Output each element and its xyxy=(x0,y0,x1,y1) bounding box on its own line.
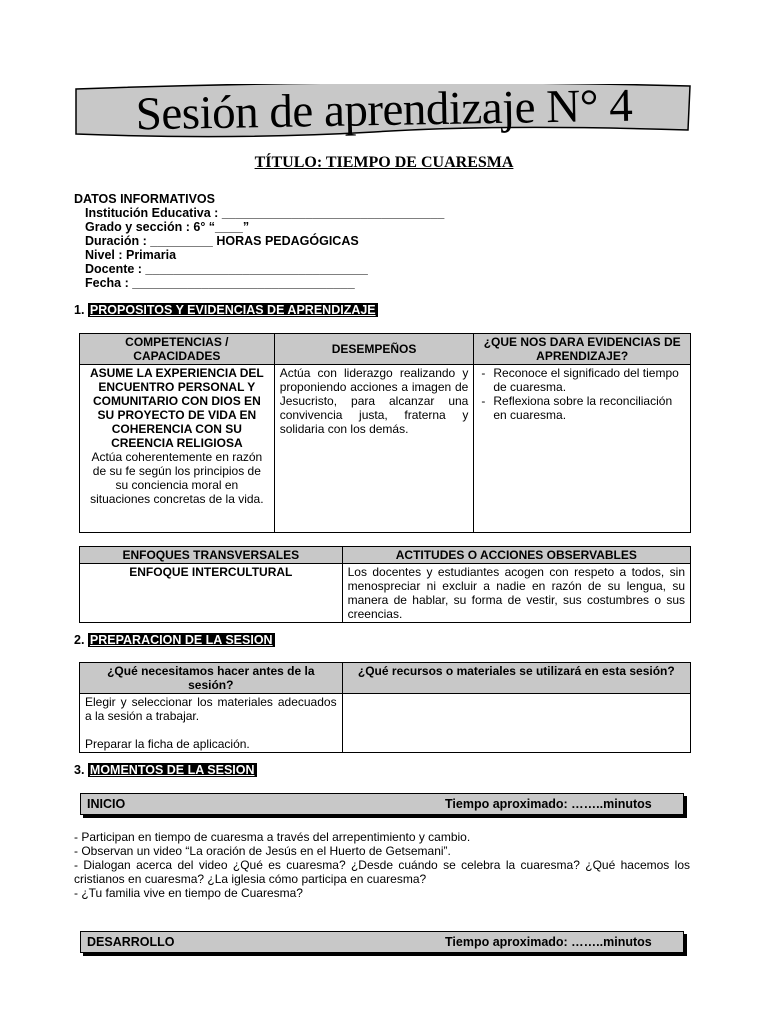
datos-duracion: Duración : _________ HORAS PEDAGÓGICAS xyxy=(85,234,359,248)
document-title: TÍTULO: TIEMPO DE CUARESMA xyxy=(254,154,514,171)
datos-institucion: Institución Educativa : ________________________________ xyxy=(85,206,445,220)
datos-fecha: Fecha : ________________________________ xyxy=(85,276,355,290)
header-actitudes: ACTITUDES O ACCIONES OBSERVABLES xyxy=(342,547,690,564)
desarrollo-bar xyxy=(80,931,684,953)
section-3-title: MOMENTOS DE LA SESION xyxy=(89,763,255,777)
datos-grado: Grado y sección : 6° “____” xyxy=(85,220,250,234)
evidencias-cell xyxy=(474,365,691,533)
inicio-label: INICIO xyxy=(87,797,126,811)
section-1-title: PROPOSITOS Y EVIDENCIAS DE APRENDIZAJE xyxy=(89,303,376,317)
section-1-heading xyxy=(74,303,378,317)
section-2-title: PREPARACION DE LA SESION xyxy=(89,633,273,647)
desempeno-cell: Actúa con liderazgo realizando y proponiendo acciones a imagen de Jesucristo, para alcanzar una convivencia justa, fraterna y solidaria con los demás. xyxy=(274,365,474,533)
desarrollo-time: Tiempo aproximado: ……..minutos xyxy=(445,935,652,949)
header-desempenos: DESEMPEÑOS xyxy=(274,334,474,365)
section-3-heading xyxy=(74,763,257,777)
evidencia-item: - Reflexiona sobre la reconciliación en cuaresma. xyxy=(479,394,685,422)
section-3-number: 3. xyxy=(74,763,85,777)
inicio-item: - Participan en tiempo de cuaresma a través del arrepentimiento y cambio. xyxy=(74,830,471,844)
preparacion-table xyxy=(79,662,691,753)
datos-docente: Docente : ________________________________ xyxy=(85,262,368,276)
competencia-cell xyxy=(80,365,275,533)
header-enfoques: ENFOQUES TRANSVERSALES xyxy=(80,547,343,564)
antes-item: Elegir y seleccionar los materiales adecuados a la sesión a trabajar. xyxy=(85,695,337,723)
antes-cell xyxy=(80,694,343,753)
evidencia-item: - Reconoce el significado del tiempo de cuaresma. xyxy=(479,366,685,394)
header-antes: ¿Qué necesitamos hacer antes de la sesión? xyxy=(80,663,343,694)
enfoques-table xyxy=(79,546,691,623)
inicio-time: Tiempo aproximado: ……..minutos xyxy=(445,797,652,811)
propositos-table xyxy=(79,333,691,533)
section-2-number: 2. xyxy=(74,633,85,647)
header-competencias: COMPETENCIAS / CAPACIDADES xyxy=(80,334,275,365)
section-1-number: 1. xyxy=(74,303,85,317)
inicio-item: - ¿Tu familia vive en tiempo de Cuaresma? xyxy=(74,886,303,900)
inicio-activities xyxy=(74,830,690,900)
datos-nivel: Nivel : Primaria xyxy=(85,248,177,262)
banner-title: Sesión de aprendizaje N° 4 xyxy=(135,79,633,141)
inicio-item: - Observan un video “La oración de Jesús en el Huerto de Getsemani”. xyxy=(74,844,451,858)
section-2-heading xyxy=(74,633,275,647)
competencia-title: ASUME LA EXPERIENCIA DEL ENCUENTRO PERSONAL Y COMUNITARIO CON DIOS EN SU PROYECTO DE VIDA EN COHERENCIA CON SU CREENCIA RELIGIOSA xyxy=(89,366,264,450)
datos-informativos xyxy=(74,192,444,290)
inicio-item: - Dialogan acerca del video ¿Qué es cuaresma? ¿Desde cuándo se celebra la cuaresma? ¿Qué hacemos los cristianos en cuaresma? ¿La iglesia cómo participa en cuaresma? xyxy=(74,858,690,886)
datos-heading: DATOS INFORMATIVOS xyxy=(74,192,215,206)
inicio-bar xyxy=(80,793,684,815)
actitudes-cell: Los docentes y estudiantes acogen con respeto a todos, sin menospreciar ni excluir a nadie en razón de su lengua, su manera de hablar, su forma de vestir, sus costumbres o sus creencias. xyxy=(342,564,690,623)
header-evidencias: ¿QUE NOS DARA EVIDENCIAS DE APRENDIZAJE? xyxy=(474,334,691,365)
desarrollo-label: DESARROLLO xyxy=(87,935,175,949)
enfoque-cell: ENFOQUE INTERCULTURAL xyxy=(80,564,343,623)
competencia-capacidad: Actúa coherentemente en razón de su fe según los principios de su conciencia moral en situaciones concretas de la vida. xyxy=(90,450,264,506)
header-recursos: ¿Qué recursos o materiales se utilizará en esta sesión? xyxy=(342,663,690,694)
antes-item: Preparar la ficha de aplicación. xyxy=(85,737,250,751)
recursos-cell xyxy=(342,694,690,753)
